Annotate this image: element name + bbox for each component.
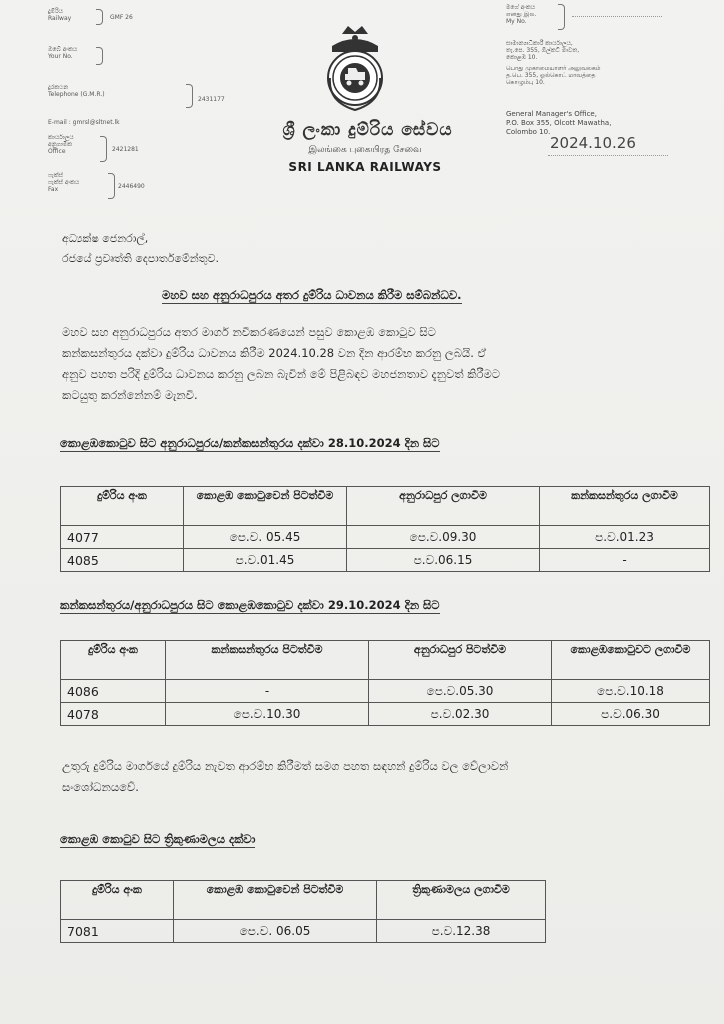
header-telephone-value: 2431177: [198, 96, 225, 103]
section3-heading: කොළඹ කොටුව සිට ත්‍රිකුණාමලය දක්වා: [60, 832, 256, 846]
sri-lanka-railways-emblem: [322, 22, 388, 118]
table-header: අනුරාධපුර ලගාවීම: [347, 487, 540, 526]
header-address-si: සාමාන්‍යාධිකාරී කාර්යාලය, තැ.පෙ. 355, ඕල්කට් මාවත, කොළඹ 10. பொது முகாமையாளர் அலுவலகம் த.பெ. 355, ஓல்கொட் மாவத்தை கொழும்பு 10.: [506, 40, 601, 86]
table-row: 7081 පෙ.ව. 06.05 ප.ව.12.38: [61, 920, 546, 943]
header-my-no-label: මගේ අංකය எனது இல. My No.: [506, 4, 537, 25]
addressee-line-2: රජයේ ප්‍රවෘත්ති දෙපාර්තමේන්තුව.: [62, 252, 220, 265]
header-email-label: E-mail : gmrsl@sltnet.lk: [48, 119, 120, 126]
header-office-label: කාර්යාලය අනුගාමික Office: [48, 134, 74, 155]
header-address-en: General Manager's Office, P.O. Box 355, Olcott Mawatha, Colombo 10.: [506, 110, 612, 136]
table-header: කන්කසන්තුරය පිටත්වීම: [166, 641, 369, 680]
org-name-english: SRI LANKA RAILWAYS: [288, 160, 442, 174]
header-railway-value: GMF 26: [110, 14, 133, 21]
table-header: දුම්රිය අංක: [61, 487, 184, 526]
section2-heading: කන්කසන්තුරය/අනුරාධපුරය සිට කොළඹකොටුව දක්වා 29.10.2024 දින සිට: [60, 598, 440, 612]
letter-subject: මහව සහ අනුරාධපුරය අතර දුම්රිය ධාවනය කිරීම සම්බන්ධව.: [162, 288, 462, 302]
section1-timetable: [60, 486, 710, 572]
section1-heading: කොළඹකොටුව සිට අනුරාධපුරය/කන්කසන්තුරය දක්වා 28.10.2024 දින සිට: [60, 436, 440, 450]
header-office-value: 2421281: [112, 146, 139, 153]
table-header: දුම්රිය අංක: [61, 641, 166, 680]
header-your-no-label: ඔබේ අංකය Your No.: [48, 46, 78, 60]
table-row: 4086 - පෙ.ව.05.30 පෙ.ව.10.18: [61, 680, 710, 703]
table-row: 4078 පෙ.ව.10.30 ප.ව.02.30 ප.ව.06.30: [61, 703, 710, 726]
header-fax-label: ෆැක්ස් ෆැක්ස් අංකය Fax: [48, 172, 80, 193]
letter-date: 2024.10.26: [550, 134, 636, 152]
table-row: 4077 පෙ.ව. 05.45 පෙ.ව.09.30 ප.ව.01.23: [61, 526, 710, 549]
table-header: කන්කසන්තුරය ලගාවීම: [540, 487, 710, 526]
section3-timetable: [60, 880, 546, 943]
table-header: කොළඹ කොටුවෙන් පිටත්වීම: [184, 487, 347, 526]
table-header: දුම්රිය අංක: [61, 881, 174, 920]
header-fax-value: 2446490: [118, 183, 145, 190]
letter-body: මහව සහ අනුරාධපුරය අතර මාර්ග නවීකරණයෙන් පසුව කොළඹ කොටුව සිට කන්කසන්තුරය දක්වා දුම්රිය ධාවනය කිරීම 2024.10.28 වන දින ආරම්භ කරනු ලබයි. ඒ අනුව පහත පරිදි දුම්රිය ධාවනය කරනු ලබන බැවින් මේ පිළිබඳව මහජනතාව දැනුවත් කිරීමට කටයුතු කරන්නේනම් මැනවි.: [62, 325, 501, 402]
table-header: අනුරාධපුර පිටත්වීම: [369, 641, 552, 680]
org-name-tamil: இலங்கை புகையிரத சேவை: [308, 145, 422, 155]
header-telephone-label: දුරකථන Telephone (G.M.R.): [48, 84, 105, 98]
revision-note: උතුරු දුම්රිය මාර්ගයේ දුම්රිය නැවත ආරම්භ කිරීමත් සමග පහත සඳහන් දුම්රිය වල වේලාවන් සංශෝධනයවේ.: [62, 759, 509, 794]
org-name-sinhala: ශ්‍රී ලංකා දුම්රිය සේවය: [282, 120, 453, 140]
addressee-line-1: අධ්‍යක්ෂ ජෙනරාල්,: [62, 232, 149, 245]
table-row: 4085 ප.ව.01.45 ප.ව.06.15 -: [61, 549, 710, 572]
table-header: කොළඹකොටුවට ලගාවීම: [552, 641, 710, 680]
table-header: ත්‍රිකුණාමලය ලගාවීම: [377, 881, 546, 920]
header-railway-label: දුම්රිය Railway: [48, 8, 72, 22]
section2-timetable: [60, 640, 710, 726]
table-header: කොළඹ කොටුවෙන් පිටත්වීම: [174, 881, 377, 920]
